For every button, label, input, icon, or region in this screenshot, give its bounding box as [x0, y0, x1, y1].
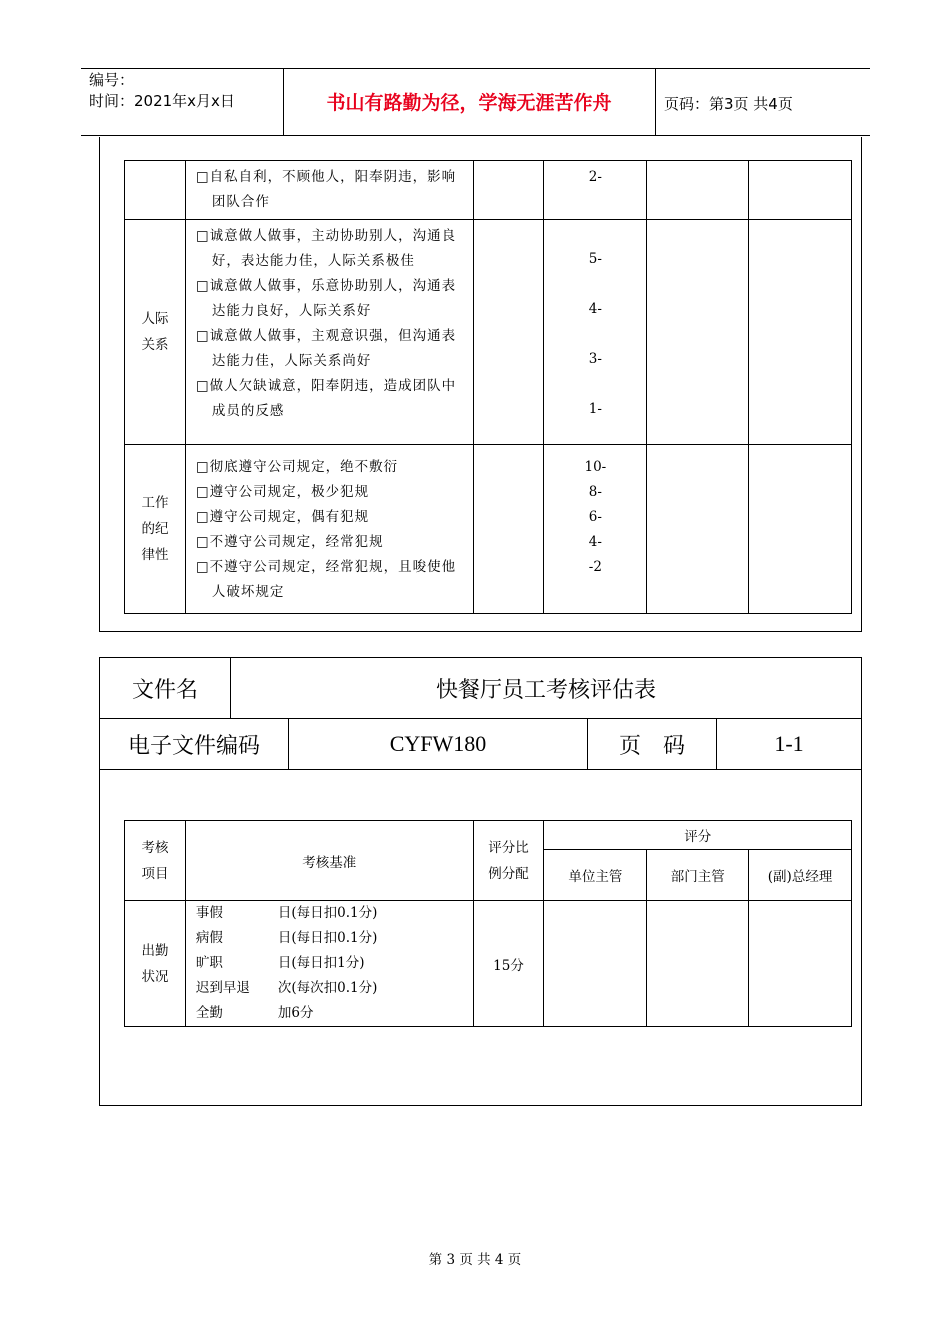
header-score: 评分: [544, 821, 852, 850]
criteria-item: □诚意做人做事，主动协助别人，沟通良好，表达能力佳，人际关系极佳: [195, 228, 457, 269]
attendance-row: [196, 976, 465, 1001]
attendance-weight: 15分: [473, 901, 544, 1027]
table-row: [125, 901, 852, 1027]
attendance-row: [196, 951, 465, 976]
attendance-type: 迟到早退: [195, 980, 250, 996]
score-cell: [544, 445, 647, 614]
score-value: 2-: [588, 169, 602, 185]
doc-info-table-2: [99, 718, 862, 770]
header-weight: [473, 821, 544, 901]
page-footer: 第 3 页 共 4 页: [428, 1252, 522, 1268]
header-text: 项目: [141, 865, 169, 882]
category-cell: [125, 901, 186, 1027]
table-row: [125, 220, 852, 445]
criteria-item: □不遵守公司规定，经常犯规，且唆使他人破坏规定: [195, 559, 457, 600]
criteria-item: □彻底遵守公司规定，绝不敷衍: [195, 459, 399, 475]
score-value: 10-: [584, 459, 607, 475]
score-value: 3-: [588, 351, 602, 367]
category-text: 工作: [141, 495, 169, 511]
header-left: [89, 70, 235, 112]
criteria-item: □遵守公司规定，偶有犯规: [195, 509, 370, 525]
attendance-rule: 次(每次扣0.1分): [277, 980, 378, 996]
category-text: 的纪: [141, 521, 169, 537]
criteria-item: □诚意做人做事，主观意识强，但沟通表达能力佳，人际关系尚好: [195, 328, 457, 369]
header-page-label: 页码：第3页 共4页: [664, 95, 793, 113]
criteria-cell: [185, 161, 473, 220]
header-general-manager: (副)总经理: [749, 850, 852, 901]
attendance-row: [196, 1001, 465, 1026]
score-value: 6-: [588, 509, 602, 525]
number-label: 编号：: [89, 71, 135, 89]
table-row: [125, 445, 852, 614]
attendance-type: 旷职: [195, 955, 223, 971]
attendance-evaluation-table: [124, 820, 852, 1027]
weight-cell: [473, 220, 544, 445]
category-text: 关系: [141, 337, 169, 353]
category-cell: [125, 445, 186, 614]
category-cell: [125, 220, 186, 445]
header-text: 考核: [141, 839, 169, 856]
score-cell: [544, 161, 647, 220]
table-row: [125, 161, 852, 220]
file-name-label: 文件名: [100, 658, 231, 719]
header-dept-supervisor: 部门主管: [647, 850, 749, 901]
category-cell: [125, 161, 186, 220]
score-cell-empty: [647, 220, 749, 445]
header-item: [125, 821, 186, 901]
score-cell-empty: [647, 901, 749, 1027]
category-text: 出勤: [141, 942, 169, 959]
attendance-rule: 日(每日扣0.1分): [277, 930, 378, 946]
table-header-row: [125, 821, 852, 850]
attendance-row: [196, 926, 465, 951]
category-text: 状况: [141, 968, 169, 985]
top-evaluation-table: [124, 160, 852, 614]
score-value: 8-: [588, 484, 602, 500]
file-name-value: 快餐厅员工考核评估表: [231, 658, 862, 719]
score-cell-empty: [647, 445, 749, 614]
criteria-item: □自私自利，不顾他人，阳奉阴违，影响团队合作: [195, 169, 457, 210]
attendance-type: 全勤: [195, 1005, 223, 1021]
criteria-cell: [185, 220, 473, 445]
motto: 书山有路勤为径，学海无涯苦作舟: [326, 92, 612, 114]
criteria-item: □不遵守公司规定，经常犯规: [195, 534, 384, 550]
category-text: 律性: [141, 547, 169, 563]
score-value: 4-: [588, 534, 602, 550]
code-label: 电子文件编码: [100, 719, 289, 770]
attendance-type: 病假: [195, 930, 223, 946]
header-unit-supervisor: 单位主管: [544, 850, 647, 901]
attendance-rule: 加6分: [277, 1005, 314, 1021]
attendance-rule: 日(每日扣0.1分): [277, 905, 378, 921]
attendance-type: 事假: [195, 905, 223, 921]
header-divider-right: [655, 68, 656, 136]
criteria-cell: [185, 445, 473, 614]
header-divider-left: [283, 68, 284, 136]
header-text: 例分配: [488, 865, 529, 882]
header-top-rule: [81, 68, 870, 69]
doc-info-table-1: [99, 657, 862, 719]
score-cell-empty: [749, 445, 852, 614]
attendance-rule: 日(每日扣1分): [277, 955, 365, 971]
score-cell-empty: [647, 161, 749, 220]
attendance-row: [196, 901, 465, 926]
score-cell: [544, 220, 647, 445]
score-value: 5-: [588, 251, 602, 267]
category-text: 人际: [141, 311, 169, 327]
header-criteria: 考核基准: [185, 821, 473, 901]
code-value: CYFW180: [289, 719, 588, 770]
weight-cell: [473, 445, 544, 614]
header-bottom-rule: [81, 135, 870, 136]
criteria-item: □做人欠缺诚意，阳奉阴违，造成团队中成员的反感: [195, 378, 457, 419]
weight-cell: [473, 161, 544, 220]
score-cell-empty: [749, 901, 852, 1027]
score-value: -2: [588, 559, 602, 575]
score-cell-empty: [749, 161, 852, 220]
time-label: 时间：2021年x月x日: [89, 92, 235, 110]
score-value: 1-: [588, 401, 602, 417]
score-cell-empty: [749, 220, 852, 445]
page-value: 1-1: [717, 719, 862, 770]
criteria-item: □诚意做人做事，乐意协助别人，沟通表达能力良好，人际关系好: [195, 278, 457, 319]
page-label: 页 码: [588, 719, 717, 770]
criteria-item: □遵守公司规定，极少犯规: [195, 484, 370, 500]
header-text: 评分比: [488, 839, 529, 856]
attendance-criteria-cell: [185, 901, 473, 1027]
score-cell-empty: [544, 901, 647, 1027]
score-value: 4-: [588, 301, 602, 317]
